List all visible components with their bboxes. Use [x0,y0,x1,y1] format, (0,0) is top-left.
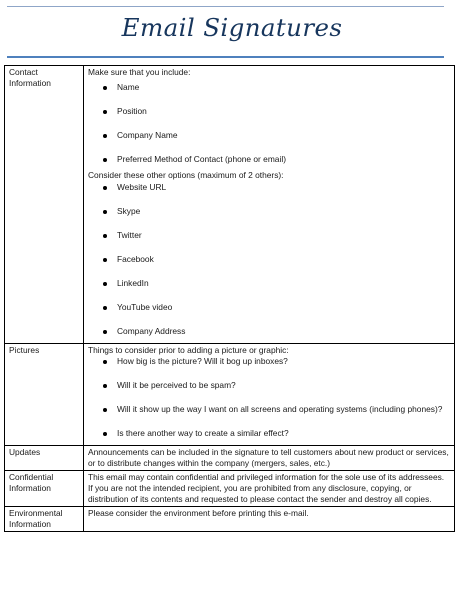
row-body-contact [84,66,455,344]
contact-intro: Make sure that you include: [88,67,191,77]
top-rule [7,6,444,7]
list-item: Will it show up the way I want on all screens and operating systems (including phones)? [88,404,450,415]
list-item: Position [88,106,450,117]
table-row [5,446,455,471]
page-title: Email Signatures [121,13,343,42]
table-row [5,66,455,344]
list-item: Is there another way to create a similar effect? [88,428,450,439]
contact-options-list [88,182,450,337]
row-label-environmental: Environmental Information [5,507,84,532]
list-item: How big is the picture? Will it bog up inboxes? [88,356,450,367]
signature-guidelines-table [4,65,455,532]
pictures-list [88,356,450,439]
list-item: LinkedIn [88,278,450,289]
list-item: Facebook [88,254,450,265]
list-item: Preferred Method of Contact (phone or email) [88,154,450,165]
table-row [5,471,455,507]
title-underline [7,56,444,58]
contact-include-list [88,82,450,165]
table-row [5,344,455,446]
table-row [5,507,455,532]
pictures-intro: Things to consider prior to adding a picture or graphic: [88,345,289,355]
list-item: Website URL [88,182,450,193]
list-item: Skype [88,206,450,217]
row-label-pictures: Pictures [5,344,84,446]
row-label-confidential: Confidential Information [5,471,84,507]
list-item: Company Name [88,130,450,141]
list-item: YouTube video [88,302,450,313]
list-item: Twitter [88,230,450,241]
row-label-updates: Updates [5,446,84,471]
list-item: Will it be perceived to be spam? [88,380,450,391]
row-body-updates: Announcements can be included in the signature to tell customers about new product or services, or to distribute changes within the company (mergers, sales, etc.) [84,446,455,471]
contact-options-intro: Consider these other options (maximum of 2 others): [88,170,284,180]
list-item: Company Address [88,326,450,337]
row-body-pictures [84,344,455,446]
row-label-contact: Contact Information [5,66,84,344]
row-body-confidential: This email may contain confidential and privileged information for the sole use of its addressees. If you are not the intended recipient, you are prohibited from any disclosure, copying, or distribution of its contents and requested to please contact the sender and destroy all copies. [84,471,455,507]
row-body-environmental: Please consider the environment before printing this e-mail. [84,507,455,532]
list-item: Name [88,82,450,93]
